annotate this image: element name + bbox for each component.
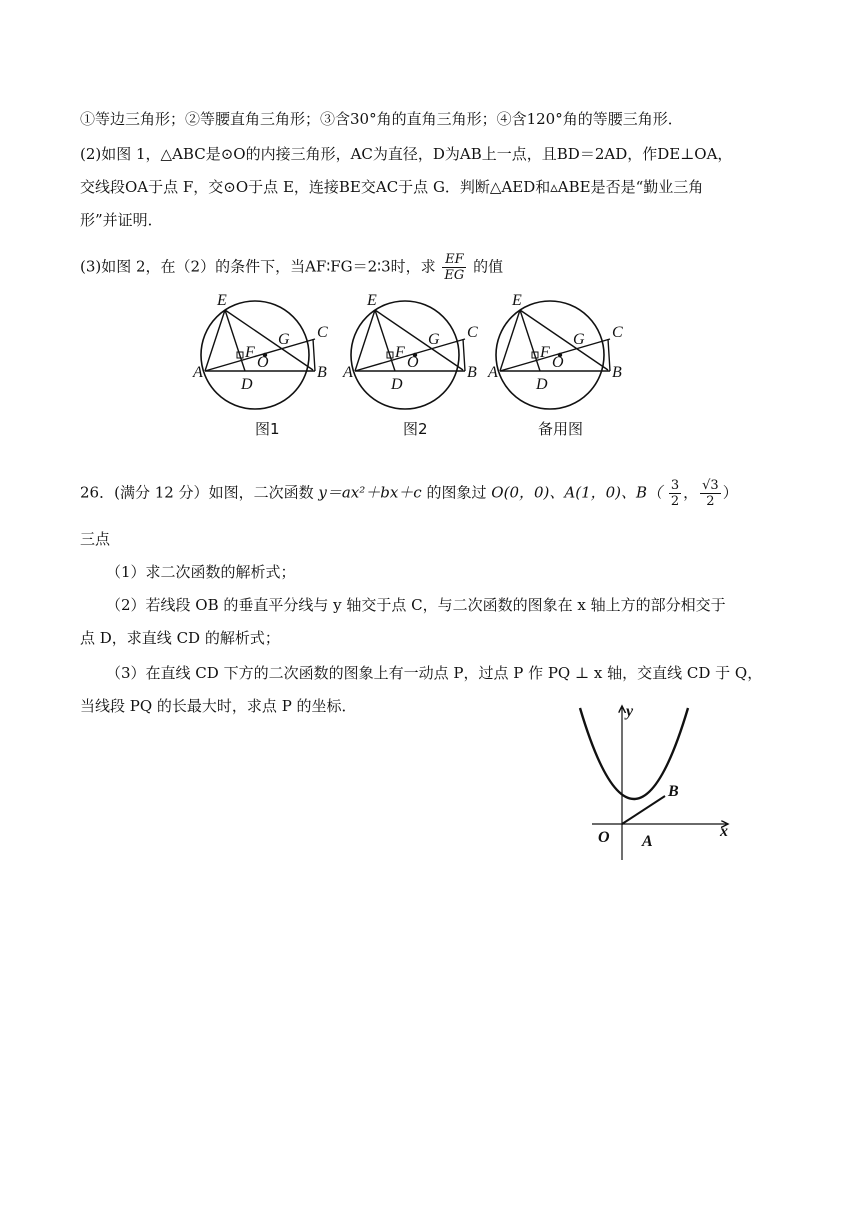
q25-part2-line3: 形”并证明． xyxy=(80,211,163,229)
segment-ob xyxy=(622,796,665,824)
q25-part3-prefix: (3)如图 2，在（2）的条件下，当AF∶FG＝2∶3时，求 xyxy=(80,257,436,276)
circle-o xyxy=(201,301,309,409)
point-label-g: G xyxy=(573,331,585,348)
ef-eg-fraction xyxy=(442,252,466,283)
point-b-label: B xyxy=(668,783,679,800)
y-axis-label: y xyxy=(626,703,634,720)
q26-part2-line2: 点 D，求直线 CD 的解析式； xyxy=(80,629,280,647)
circle-o xyxy=(496,301,604,409)
q26-part3-line1: （3）在直线 CD 下方的二次函数的图象上有一动点 P，过点 P 作 PQ ⊥ x 轴，交直线 CD 于 Q， xyxy=(106,664,763,682)
q26-sep: ， xyxy=(683,483,699,502)
point-label-a: A xyxy=(488,364,498,381)
q26-function: y＝ax²＋bx＋c xyxy=(318,483,422,502)
caption-fig1: 图1 xyxy=(255,420,280,438)
point-label-f: F xyxy=(245,344,255,361)
point-label-b: B xyxy=(612,364,622,381)
point-label-e: E xyxy=(512,292,522,309)
q25-part2-line2: 交线段OA于点 F，交⊙O于点 E，连接BE交AC于点 G．判断△AED和▵ABE是否是“勤业三角 xyxy=(80,178,704,196)
point-label-o: O xyxy=(552,354,564,371)
q25-part3 xyxy=(80,252,503,283)
q26-close: ） xyxy=(722,483,738,502)
point-label-c: C xyxy=(317,324,328,341)
q25-shapes-list: ①等边三角形；②等腰直角三角形；③含30°角的直角三角形；④含120°角的等腰三角形． xyxy=(80,110,683,128)
point-label-o: O xyxy=(407,354,419,371)
point-label-a: A xyxy=(193,364,203,381)
parabola-graph xyxy=(570,700,745,865)
circle-figures xyxy=(193,292,645,420)
point-label-g: G xyxy=(278,331,290,348)
q26-line1 xyxy=(80,478,738,509)
fraction-numerator: EF xyxy=(442,252,466,268)
point-label-d: D xyxy=(391,376,403,393)
point-label-b: B xyxy=(467,364,477,381)
point-label-d: D xyxy=(536,376,548,393)
point-label-b: B xyxy=(317,364,327,381)
fraction-denominator: EG xyxy=(444,268,465,283)
point-label-c: C xyxy=(467,324,478,341)
caption-fig2: 图2 xyxy=(403,420,428,438)
q25-part3-suffix: 的值 xyxy=(473,257,504,276)
b-x-fraction xyxy=(669,478,681,509)
q26-prefix: 26．(满分 12 分）如图，二次函数 xyxy=(80,483,314,502)
point-label-e: E xyxy=(217,292,227,309)
b-x-numerator: 3 xyxy=(670,478,680,493)
q26-part1: （1）求二次函数的解析式； xyxy=(106,563,296,581)
circle-o xyxy=(351,301,459,409)
point-label-f: F xyxy=(540,344,550,361)
point-label-a: A xyxy=(343,364,353,381)
caption-spare: 备用图 xyxy=(538,420,584,438)
b-y-denominator: 2 xyxy=(706,494,715,509)
segment-cb xyxy=(608,339,610,371)
x-axis-label: x xyxy=(720,823,728,840)
point-label-e: E xyxy=(367,292,377,309)
b-x-denominator: 2 xyxy=(670,494,680,509)
segment-cb xyxy=(463,339,465,371)
q26-line2: 三点 xyxy=(80,530,111,548)
b-y-numerator: √3 xyxy=(702,478,719,493)
q26-part3-line2: 当线段 PQ 的长最大时，求点 P 的坐标． xyxy=(80,697,357,715)
segment-cb xyxy=(313,339,315,371)
point-label-g: G xyxy=(428,331,440,348)
point-label-d: D xyxy=(241,376,253,393)
point-label-o: O xyxy=(257,354,269,371)
origin-label: O xyxy=(598,829,610,846)
point-label-c: C xyxy=(612,324,623,341)
q26-part2-line1: （2）若线段 OB 的垂直平分线与 y 轴交于点 C，与二次函数的图象在 x 轴上方的部分相交于 xyxy=(106,596,726,614)
point-label-f: F xyxy=(395,344,405,361)
point-a-label: A xyxy=(642,833,653,850)
q26-points: O(0，0)、A(1，0)、B（ xyxy=(491,483,663,502)
q26-mid: 的图象过 xyxy=(426,483,487,502)
q25-part2-line1: (2)如图 1，△ABC是⊙O的内接三角形，AC为直径，D为AB上一点，且BD＝2AD，作DE⊥OA， xyxy=(80,145,733,163)
b-y-fraction xyxy=(700,478,721,509)
